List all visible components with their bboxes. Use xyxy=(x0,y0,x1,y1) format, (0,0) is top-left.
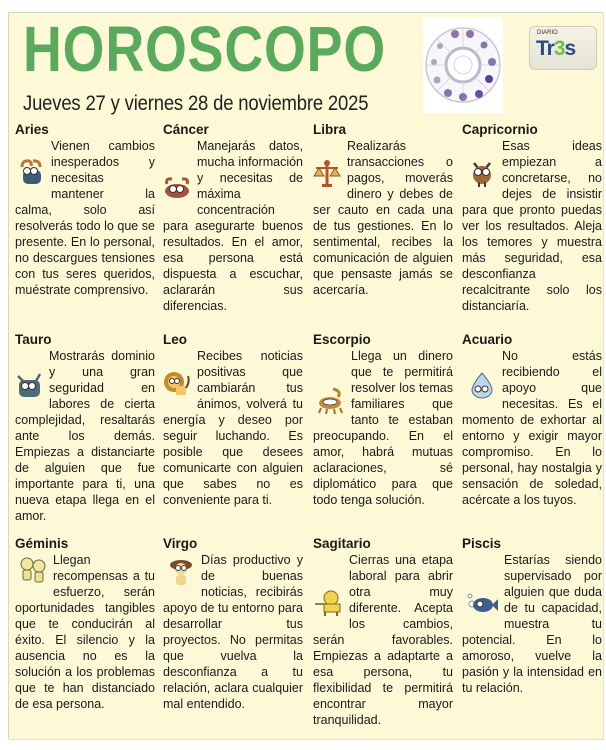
sign-libra xyxy=(313,121,453,298)
sign-text: Días productivo y de buenas noticias, recibirás apoyo de tu entorno para desarrollar tus proyectos. No permitas que vuelva la desconfianza a tu relación, aclara cualquier mal entendido. xyxy=(163,553,303,711)
fish-icon xyxy=(466,588,498,618)
sign-text: Llega un dinero que te permitirá resolver los temas familiares que tanto te estaban preocupando. En el amor, habrá mutuas aclaraciones, sé diplomático para que todo tenga solución. xyxy=(313,349,453,507)
logo-brand-part: 3 xyxy=(553,37,565,60)
bull-icon xyxy=(15,370,43,400)
sign-text: Vienen cambios inesperados y necesitas mantener la calma, solo así resolverás todo lo que se presente. En lo personal, no descargues tensiones con tus seres queridos, muéstrate comprensivo. xyxy=(15,139,155,297)
goat-icon xyxy=(468,158,496,188)
sign-virgo xyxy=(163,535,303,712)
sign-name: Virgo xyxy=(163,536,198,551)
sign-escorpio xyxy=(313,331,453,508)
sign-name: Capricornio xyxy=(462,122,538,137)
scales-icon xyxy=(313,158,341,188)
logo-diario-label: DIARIO xyxy=(537,30,558,36)
logo-brand-part: s xyxy=(564,37,576,60)
sign-capricornio xyxy=(462,121,602,314)
crab-icon xyxy=(163,174,191,204)
logo-brand xyxy=(536,37,575,61)
sign-sagitario xyxy=(313,535,453,728)
sign-aries xyxy=(15,121,155,298)
sign-leo xyxy=(163,331,303,508)
sign-cancer xyxy=(163,121,303,314)
sign-name: Géminis xyxy=(15,536,69,551)
sign-text: Llegan recompensas a tu esfuerzo, serán oportunidades tangibles que te conducirán al éxito. El silencio y la ausencia no es la solución a los problemas que te han distanciado de esa persona. xyxy=(15,553,155,711)
archer-icon xyxy=(315,588,343,618)
sign-name: Libra xyxy=(313,122,347,137)
logo-brand-part: Tr xyxy=(536,37,554,60)
sign-acuario xyxy=(462,331,602,508)
sign-name: Aries xyxy=(15,122,49,137)
page-title: HOROSCOPO xyxy=(23,13,387,85)
lion-icon xyxy=(163,368,191,398)
sign-name: Acuario xyxy=(462,332,513,347)
maiden-icon xyxy=(167,558,195,588)
diario-tres-logo xyxy=(529,26,597,70)
sign-text: Realizarás transacciones o pagos, moverás dinero y debes de ser cauto en cada una de tus gestiones. En lo sentimental, recibes la comunicación de alguien que pensaste jamás se acercaría. xyxy=(313,139,453,297)
sign-name: Sagitario xyxy=(313,536,371,551)
ram-icon xyxy=(17,158,45,188)
sign-text: Manejarás datos, mucha información y necesitas de máxima concentración para asegurarte buenos resultados. En el amor, esa persona está dispuesta a escuchar, aclararán sus diferencias. xyxy=(163,139,303,313)
sign-text: No estás recibiendo el apoyo que necesitas. Es el momento de exhortar al entorno y exigir mayor compromiso. En lo personal, hay nostalgia y sensación de soledad, acércate a los tuyos. xyxy=(462,349,602,507)
sign-name: Tauro xyxy=(15,332,52,347)
sign-text: Esas ideas empiezan a concretarse, no dejes de insistir para que pronto puedas ver los resultados. Aleja los temores y muestra más seguridad, esa desconfianza recalcitrante solo los distanciaría. xyxy=(462,139,602,313)
date-line: Jueves 27 y viernes 28 de noviembre 2025 xyxy=(23,92,369,115)
sign-piscis xyxy=(462,535,602,696)
zodiac-wheel-icon xyxy=(423,17,503,113)
sign-name: Leo xyxy=(163,332,188,347)
scorpion-icon xyxy=(317,386,345,416)
sign-name: Escorpio xyxy=(313,332,371,347)
sign-geminis xyxy=(15,535,155,712)
sign-name: Cáncer xyxy=(163,122,209,137)
horoscope-panel xyxy=(8,12,603,739)
sign-tauro xyxy=(15,331,155,524)
twins-icon xyxy=(19,556,47,586)
sign-text: Recibes noticias positivas que cambiarán tus ánimos, volverá tu energía y deseo por seguir luchando. Es posible que desees comunicarte con alguien que sabes no es conveniente para ti. xyxy=(163,349,303,507)
sign-text: Estarías siendo supervisado por alguien que duda de tu capacidad, muestra tu potencial. En lo amoroso, vuelve la pasión y la intensidad en tu relación. xyxy=(462,553,602,695)
sign-name: Piscis xyxy=(462,536,502,551)
water-drop-icon xyxy=(468,370,496,400)
sign-text: Mostrarás dominio y una gran seguridad en labores de cierta complejidad, resaltarás ante los demás. Empiezas a distanciarte de alguien que fue importante para ti, una nueva etapa llega en el amor. xyxy=(15,349,155,523)
sign-text: Cierras una etapa laboral para abrir otra muy diferente. Acepta los cambios, serán favorables. Empiezas a adaptarte a esa persona, tu flexibilidad te permitirá encontrar mayor tranquilidad. xyxy=(313,553,453,727)
